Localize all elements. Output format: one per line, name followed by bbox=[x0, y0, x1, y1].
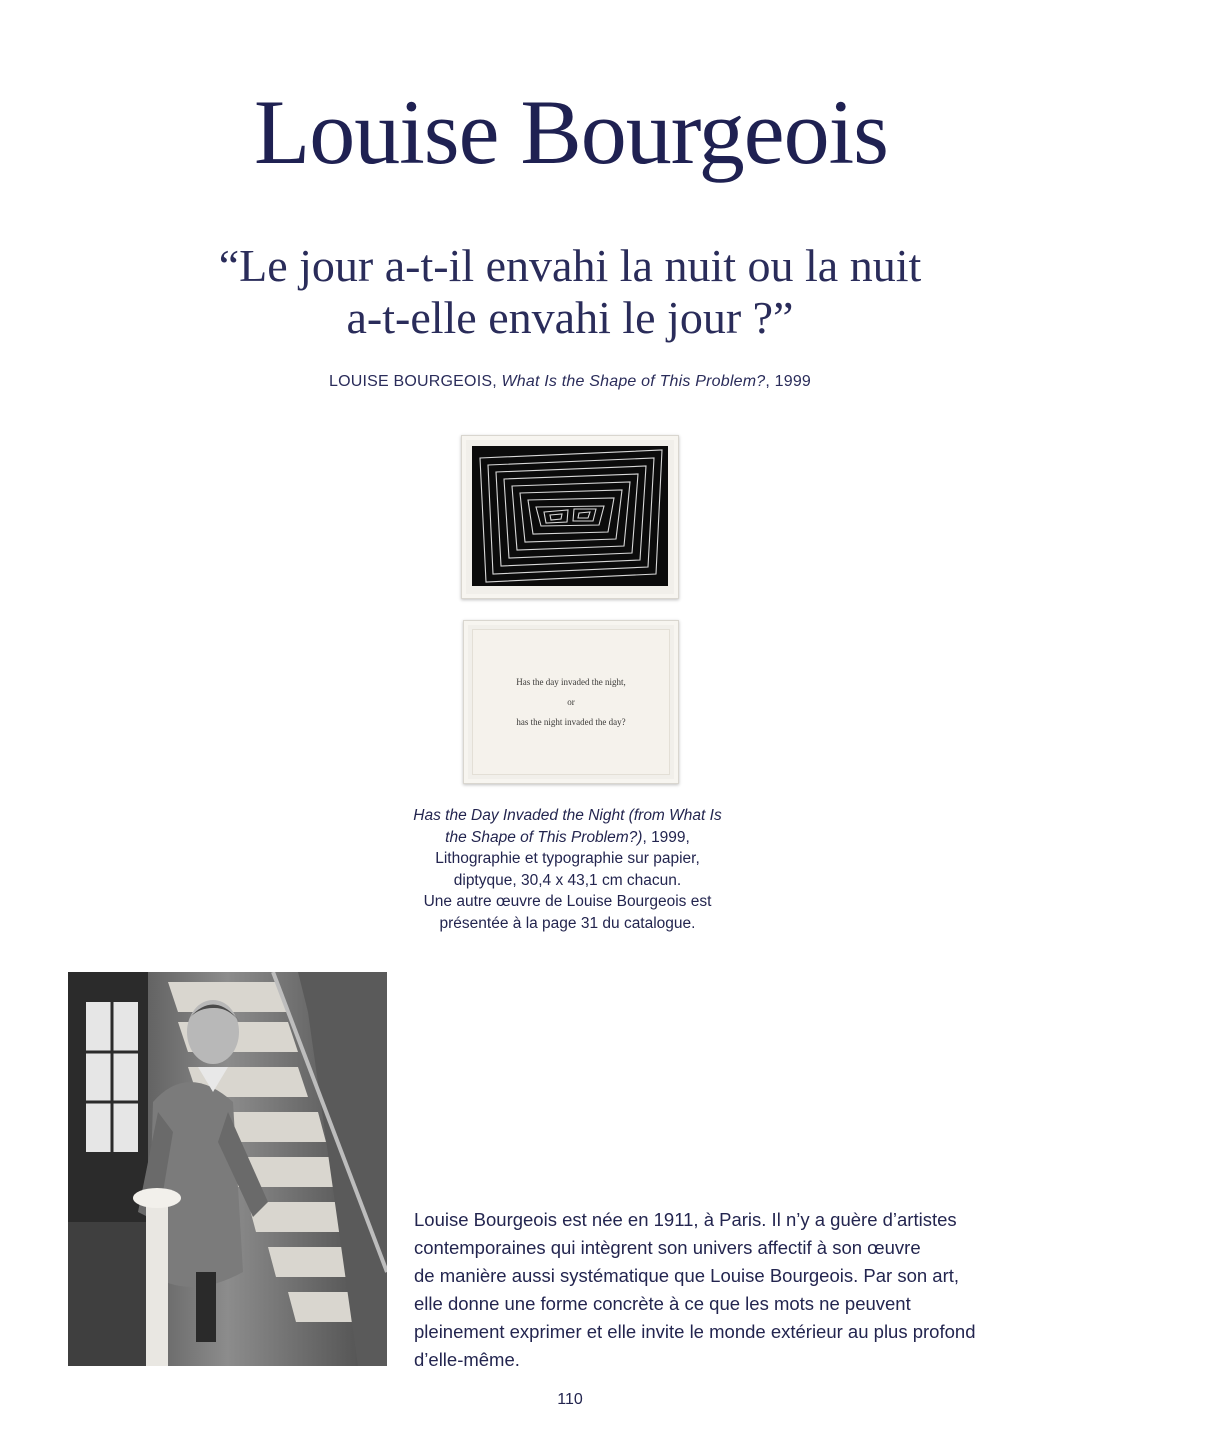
artwork-text-line: or bbox=[567, 697, 575, 707]
caption-title-end: the Shape of This Problem?) bbox=[445, 828, 643, 846]
quote-line: “Le jour a-t-il envahi la nuit ou la nuit bbox=[218, 240, 922, 291]
biography-line: pleinement exprimer et elle invite le monde extérieur au plus profond bbox=[414, 1321, 976, 1342]
page-title: Louise Bourgeois bbox=[254, 81, 888, 183]
portrait-illustration bbox=[68, 972, 387, 1366]
biography-line: Louise Bourgeois est née en 1911, à Paris. Il n’y a guère d’artistes bbox=[414, 1209, 957, 1230]
biography-line: de manière aussi systématique que Louise Bourgeois. Par son art, bbox=[414, 1265, 960, 1286]
quote bbox=[160, 240, 980, 344]
biography-line: d’elle-même. bbox=[414, 1349, 520, 1370]
artwork-print-spiral bbox=[461, 435, 679, 599]
caption-title: Has the Day Invaded the Night (from What Is bbox=[413, 807, 722, 824]
artwork-text-line: has the night invaded the day? bbox=[516, 717, 626, 727]
biography-line: elle donne une forme concrète à ce que les mots ne peuvent bbox=[414, 1293, 911, 1314]
attribution-artist: LOUISE BOURGEOIS, bbox=[328, 373, 502, 390]
spiral-artwork bbox=[472, 446, 668, 586]
biography-text bbox=[414, 1206, 1094, 1374]
caption-title-line2 bbox=[330, 827, 805, 849]
caption-medium: Lithographie et typographie sur papier, bbox=[435, 850, 700, 867]
caption-note: présentée à la page 31 du catalogue. bbox=[439, 914, 696, 932]
page-number: 110 bbox=[557, 1391, 583, 1408]
quote-line: a-t-elle envahi le jour ?” bbox=[346, 292, 794, 343]
caption-note: Une autre œuvre de Louise Bourgeois est bbox=[423, 893, 712, 910]
caption-dimensions: diptyque, 30,4 x 43,1 cm chacun. bbox=[453, 871, 682, 889]
attribution-work: What Is the Shape of This Problem? bbox=[501, 373, 766, 390]
artwork-caption bbox=[330, 805, 805, 934]
artist-portrait-photo bbox=[68, 972, 387, 1366]
quote-attribution bbox=[170, 372, 970, 392]
spiral-drawing bbox=[472, 446, 668, 586]
biography-line: contemporaines qui intègrent son univers affectif à son œuvre bbox=[414, 1237, 921, 1258]
caption-year: , 1999, bbox=[642, 828, 690, 846]
attribution-year: , 1999 bbox=[765, 373, 812, 390]
artwork-text-line: Has the day invaded the night, bbox=[516, 677, 626, 687]
artwork-text-sheet bbox=[472, 629, 670, 775]
artwork-print-text bbox=[463, 620, 679, 784]
